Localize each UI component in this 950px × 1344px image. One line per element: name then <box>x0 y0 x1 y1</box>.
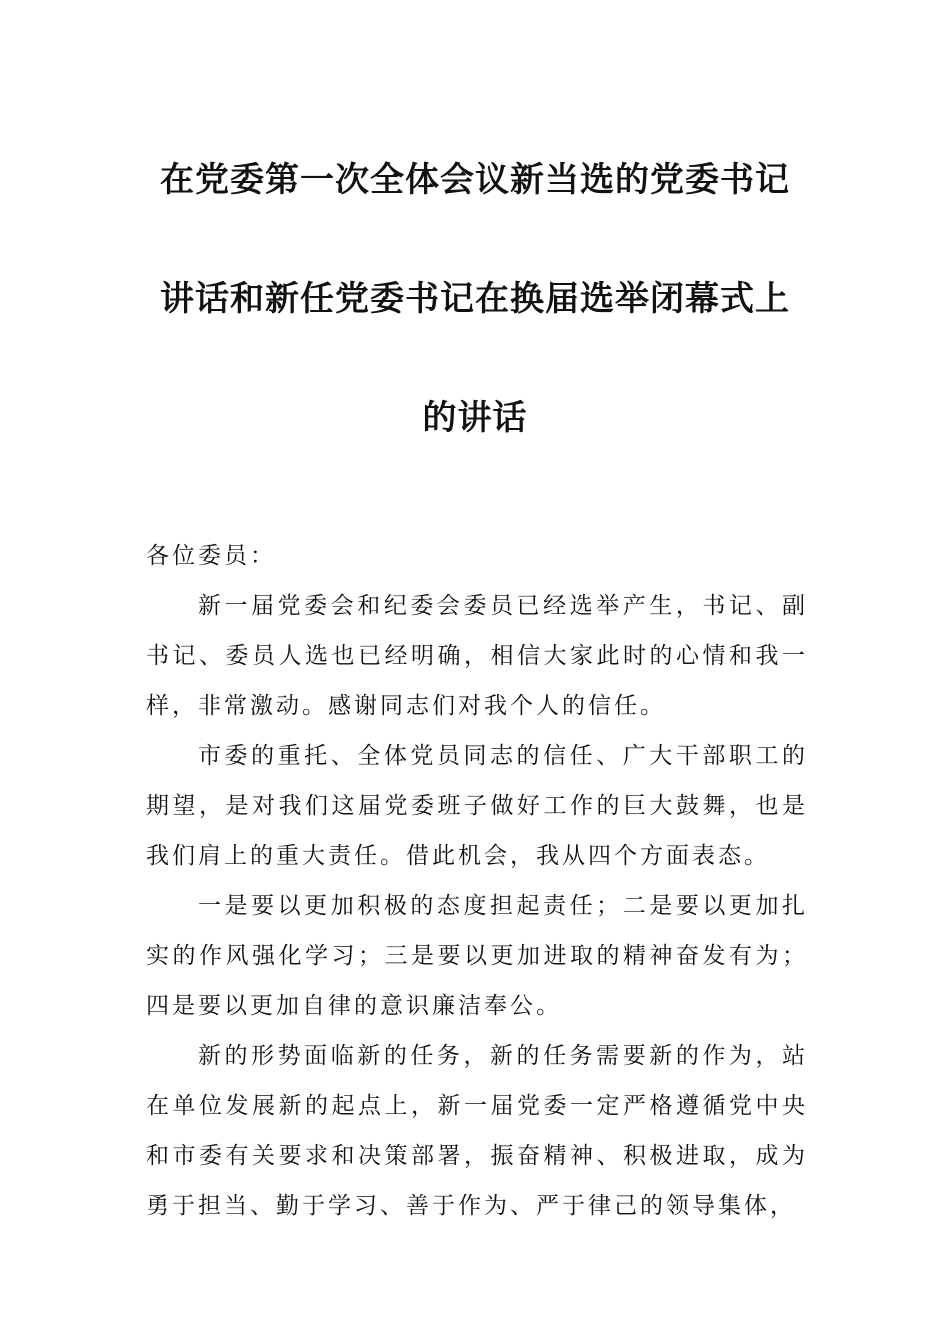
salutation: 各位委员： <box>146 543 276 569</box>
paragraph-4: 新的形势面临新的任务，新的任务需要新的作为，站在单位发展新的起点上，新一届党委一定严格遵循党中央和市委有关要求和决策部署，振奋精神、积极进取，成为勇于担当、勤于学习、善于作为、严于律己的领导集体， <box>146 1043 808 1219</box>
paragraph-2: 市委的重托、全体党员同志的信任、广大干部职工的期望，是对我们这届党委班子做好工作的巨大鼓舞，也是我们肩上的重大责任。借此机会，我从四个方面表态。 <box>146 743 808 869</box>
title-line-3: 的讲话 <box>422 398 528 438</box>
document-body <box>146 531 808 1231</box>
paragraph-3: 一是要以更加积极的态度担起责任；二是要以更加扎实的作风强化学习；三是要以更加进取的精神奋发有为；四是要以更加自律的意识廉洁奉公。 <box>146 893 808 1019</box>
title-line-1: 在党委第一次全体会议新当选的党委书记 <box>160 160 790 200</box>
paragraph-1: 新一届党委会和纪委会委员已经选举产生，书记、副书记、委员人选也已经明确，相信大家此时的心情和我一样，非常激动。感谢同志们对我个人的信任。 <box>146 593 808 719</box>
title-line-2: 讲话和新任党委书记在换届选举闭幕式上 <box>160 279 790 319</box>
